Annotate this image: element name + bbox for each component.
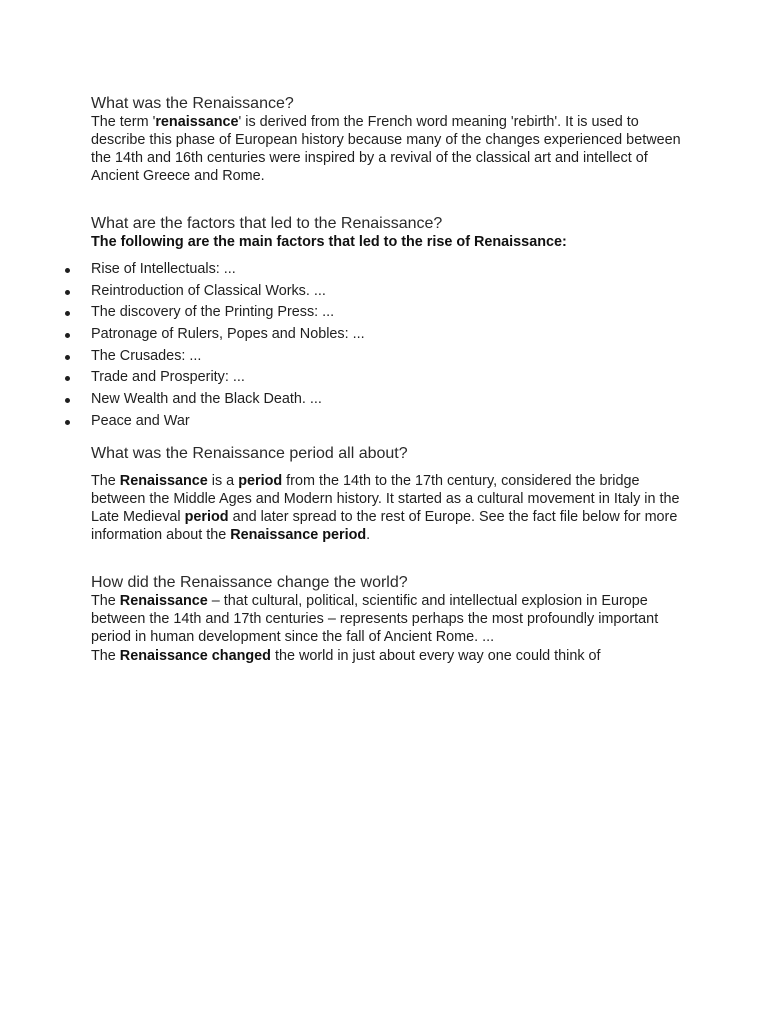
- bullet-icon: [65, 290, 70, 295]
- lead-sentence: The following are the main factors that led to the rise of Renaissance:: [91, 234, 567, 250]
- factors-list: [0, 259, 700, 433]
- text-run: The: [91, 648, 120, 664]
- bold-term: Renaissance: [119, 473, 208, 489]
- bullet-icon: [65, 376, 70, 381]
- list-item: [0, 259, 700, 281]
- list-item-text: Rise of Intellectuals: ...: [91, 261, 236, 277]
- list-item: [0, 302, 700, 324]
- bold-term: renaissance: [155, 114, 239, 130]
- bullet-icon: [65, 311, 70, 316]
- list-item-text: Patronage of Rulers, Popes and Nobles: ...: [91, 326, 365, 343]
- list-item-text: Trade and Prosperity: ...: [91, 369, 245, 386]
- section-paragraph: [91, 592, 681, 646]
- text-run: The term ': [91, 114, 156, 130]
- bullet-icon: [65, 420, 70, 425]
- bold-term: period: [238, 473, 283, 489]
- section-paragraph: [91, 113, 681, 185]
- bullet-icon: [65, 268, 70, 273]
- section-paragraph: [91, 647, 681, 665]
- text-run: from the 14th to the 17th century, considered the bridge between the Middle Ages and Modern history. It started as a cultural movement in Italy in the Late Medieval: [91, 473, 680, 525]
- section-paragraph: [91, 472, 681, 544]
- list-item: [0, 324, 700, 346]
- section-heading: What was the Renaissance?: [91, 95, 294, 112]
- text-run: The: [91, 593, 120, 609]
- section-heading: How did the Renaissance change the world?: [91, 574, 408, 591]
- list-item-text: The Crusades: ...: [91, 347, 202, 364]
- list-item: [0, 389, 700, 411]
- list-item: [0, 281, 700, 303]
- text-run: the world in just about every way one could think of: [270, 648, 601, 664]
- bullet-icon: [65, 398, 70, 403]
- list-item: [0, 411, 700, 433]
- text-run: .: [366, 527, 371, 543]
- bullet-icon: [65, 333, 70, 338]
- text-run: – that cultural, political, scientific and intellectual explosion in Europe between the 14th and 17th centuries – represents perhaps the most profoundly important period in human development since the fall of Ancient Rome. ...: [91, 593, 659, 645]
- list-item-text: New Wealth and the Black Death. ...: [91, 391, 322, 408]
- list-item-text: Reintroduction of Classical Works. ...: [91, 282, 326, 299]
- section-heading: What was the Renaissance period all about?: [91, 445, 408, 462]
- list-item: [0, 367, 700, 389]
- list-item-text: Peace and War: [91, 412, 190, 429]
- text-run: is a: [207, 473, 239, 489]
- text-run: ' is derived from the French word meaning 'rebirth'. It is used to describe this phase of European history because many of the changes experienced between the 14th and 16th centuries were inspired by a revival of the classical art and intellect of Ancient Greece and Rome.: [91, 114, 681, 184]
- list-item-text: The discovery of the Printing Press: ...: [91, 304, 335, 321]
- bold-term: Renaissance: [119, 593, 208, 609]
- bold-term: Renaissance changed: [119, 648, 271, 664]
- text-run: The: [91, 473, 120, 489]
- bold-term: Renaissance period: [230, 527, 367, 543]
- text-run: and later spread to the rest of Europe. See the fact file below for more information about the: [91, 509, 678, 543]
- section-heading: What are the factors that led to the Renaissance?: [91, 215, 443, 232]
- bullet-icon: [65, 355, 70, 360]
- bold-term: period: [184, 509, 229, 525]
- list-item: [0, 346, 700, 368]
